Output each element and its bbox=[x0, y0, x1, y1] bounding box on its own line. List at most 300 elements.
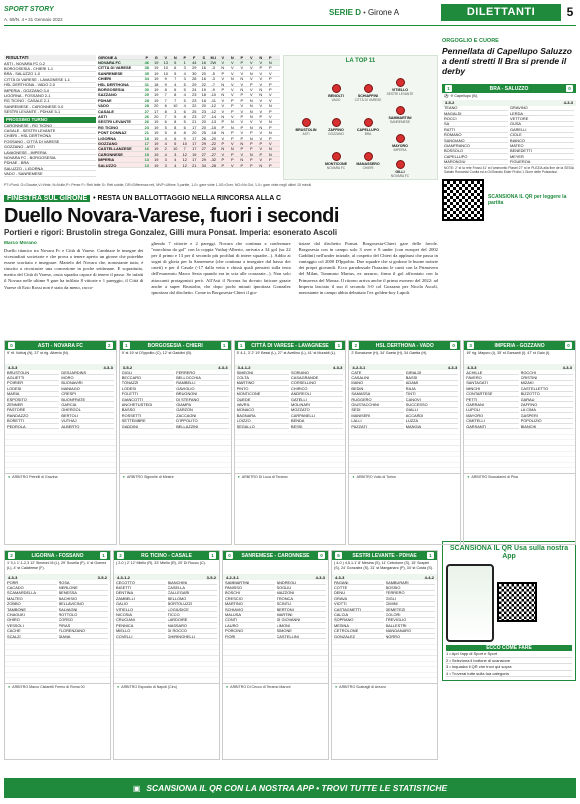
standings-cell: P bbox=[230, 135, 234, 141]
standings-col-header: N bbox=[230, 55, 234, 60]
standings-cell: P bbox=[230, 130, 234, 136]
standings-cell: P bbox=[249, 130, 253, 136]
standings-cell: N bbox=[249, 152, 253, 157]
lineup-player: MOLINARI bbox=[291, 402, 343, 407]
standings-cell: P bbox=[259, 152, 263, 157]
lineup-player: ROSSETTI bbox=[122, 413, 174, 418]
match-title: SANREMESE - CARONNESE bbox=[241, 552, 310, 559]
standings-col-header: S bbox=[202, 55, 206, 60]
standings-cell: 19 bbox=[154, 65, 159, 71]
team-name: CHIERI bbox=[98, 76, 112, 82]
sidebar-headline: Pennellata di Capellupo Saluzzo a denti stretti Il Bra si prende il derby bbox=[442, 46, 572, 76]
standings-cell: 8 bbox=[164, 87, 167, 93]
match-scorers: ( 4-0 ) 4,5,1-1' 8' Mesina (S), 11' Cetrolone (S), 15' Scapini (S), 24' Gonzalez (S), 31' st Manganaro (P), 34' st Costa (S). bbox=[334, 561, 434, 570]
next-match-item: FOSSANO - CITTÀ DI VARESE bbox=[4, 139, 96, 144]
standings-cell: 23 bbox=[201, 108, 206, 114]
lineup-player: AGLIETTI bbox=[7, 375, 59, 380]
lineup-player: FIGUEROA bbox=[510, 160, 574, 165]
standings-cell: 19 bbox=[192, 152, 197, 157]
standings-cell: 5 bbox=[183, 81, 186, 87]
standings-cell: 19 bbox=[154, 146, 159, 152]
lineup-player: MATEO bbox=[510, 143, 574, 148]
standings-cell: N bbox=[249, 135, 253, 141]
lineup-player: LUZZA bbox=[406, 419, 458, 424]
lineup-player: BERTONI bbox=[277, 607, 327, 612]
match-arbiter: ● ARBITRO Boccalarmi di Pisa bbox=[464, 473, 575, 479]
lineup-player: ROCCHI bbox=[521, 370, 573, 375]
standings-cell: N bbox=[221, 81, 225, 87]
next-match-item: VADO - SANREMESE bbox=[4, 171, 96, 176]
lineup-player: ALBERTO bbox=[61, 424, 113, 429]
next-match-item: CASALE - SESTRI LEVANTE bbox=[4, 128, 96, 133]
match-header bbox=[464, 341, 575, 350]
article-byline: Marco Morano bbox=[4, 241, 37, 246]
next-match-item: GOZZANO - ASTI bbox=[4, 144, 96, 149]
lineup-player: GIANCOTTI bbox=[122, 397, 174, 402]
lineup-player: MARTINI bbox=[277, 612, 327, 617]
player-name: MANASSERO bbox=[356, 162, 380, 166]
match-card bbox=[113, 550, 220, 760]
standings-cell: 9 bbox=[183, 135, 186, 141]
top11-player bbox=[385, 106, 415, 124]
standings-cell: N bbox=[240, 87, 244, 93]
lineup-player: DI GIOVANNI bbox=[277, 618, 327, 623]
standings-cell: 17 bbox=[144, 141, 149, 146]
team-name: CASTELLANZESE bbox=[98, 146, 132, 152]
player-name: MAYORO bbox=[392, 144, 408, 148]
lineup-player: BASSI bbox=[406, 375, 458, 380]
standings-cell: 23 bbox=[144, 125, 149, 130]
team-name: SESTRI LEVANTE bbox=[98, 119, 132, 125]
standings-cell: V bbox=[240, 71, 244, 76]
away-lineup bbox=[277, 580, 327, 639]
match-lineup bbox=[235, 370, 346, 429]
standings-cell: P bbox=[240, 92, 244, 98]
standings-cell: 6 bbox=[174, 87, 177, 93]
player-team: CITTÀ DI VARESE bbox=[354, 98, 382, 103]
player-name: GILLI bbox=[395, 170, 405, 174]
match-card bbox=[331, 550, 438, 760]
standings-col-header: N bbox=[173, 55, 177, 60]
away-lineup bbox=[168, 580, 218, 639]
standings-cell: 3 bbox=[174, 108, 177, 114]
standings-cell: 19 bbox=[154, 130, 159, 136]
lineup-player: COVELLI bbox=[116, 634, 166, 639]
lineup-player: BOSSOLO bbox=[444, 149, 508, 154]
standings-cell: P bbox=[240, 146, 244, 152]
standings-cell: V bbox=[259, 157, 263, 163]
standings-legend: PT=Punti, G=Giocate,V=Vinte, N=Nulle,P= Perse F= Reti fatte S= Reti subite, DR=Differenza reti, MVP=Ultime 3 partite, 1-0= gare vinte 1-0G=Over, NG=No Gol, 1-0= gare vinte negli ultimi 15 minuti bbox=[4, 183, 312, 187]
lineup-player: CASTELLINI bbox=[277, 634, 327, 639]
lineup-player: SETTEMBRE bbox=[122, 419, 174, 424]
lineup-player: TAMBONE bbox=[7, 607, 57, 612]
dilettanti-banner: DILETTANTI bbox=[441, 4, 561, 21]
standings-col-header: V bbox=[249, 55, 253, 60]
standings-cell: V bbox=[259, 146, 263, 152]
standings-cell: 24 bbox=[192, 87, 197, 93]
standings-cell: P bbox=[221, 119, 225, 125]
standings-col-header: P bbox=[183, 55, 187, 60]
lineup-player: BOSSIO bbox=[386, 585, 436, 590]
lineup-player: COLTA bbox=[237, 375, 289, 380]
lineup-player: BERTOLI bbox=[61, 413, 113, 418]
standings-cell: V bbox=[268, 71, 272, 76]
standings-cell: 19 bbox=[154, 162, 159, 168]
player-team: NOVARA FC bbox=[390, 174, 410, 179]
standings-col-header: V bbox=[221, 55, 225, 60]
standings-cell: 16 bbox=[144, 146, 149, 152]
lineup-player: MORO bbox=[61, 375, 113, 380]
standings-cell: -15 bbox=[210, 125, 217, 130]
standings-cell: P bbox=[268, 162, 272, 168]
standings-cell: 27 bbox=[201, 146, 206, 152]
match-scorers: 1' 0,1 1',1-2,3 12' Simeoni M (L), 29' Scuella (F), 4' st Gomez (L), 4' st Calabrese (F). bbox=[7, 561, 107, 570]
lineup-player: TRONCA bbox=[277, 596, 327, 601]
lineup-player: SA bbox=[444, 122, 508, 127]
article-tag: FINESTRA SUL GIRONE bbox=[4, 195, 90, 202]
lineup-player: RATTI bbox=[444, 127, 508, 132]
match-notes-area bbox=[223, 639, 328, 683]
standings-cell: 3 bbox=[183, 65, 186, 71]
lineup-player: MIELLO bbox=[116, 629, 166, 634]
lineup-player: MINCHI bbox=[466, 386, 518, 391]
match-header bbox=[120, 341, 231, 350]
lineup-player: BELLAVICINO bbox=[59, 602, 109, 607]
match-card bbox=[4, 550, 111, 760]
standings-cell: N bbox=[221, 92, 225, 98]
standings-cell: 8 bbox=[183, 114, 186, 119]
top11-title: LA TOP 11 bbox=[345, 58, 376, 64]
result-item: LIGORNA - FOSSANO 2-1 bbox=[4, 93, 96, 98]
standings-cell: P bbox=[268, 125, 272, 130]
lineup-player: ROCCI bbox=[444, 116, 508, 121]
lineup-player: SIMONE bbox=[277, 629, 327, 634]
standings-cell: N bbox=[259, 92, 263, 98]
eco-step: 1 • Apri l'app di Sport e Sport bbox=[446, 651, 572, 658]
standings-cell: 34 bbox=[201, 162, 206, 168]
eco-title: ECCO COME FARE bbox=[446, 645, 572, 651]
match-card bbox=[222, 550, 329, 760]
standings-cell: 27 bbox=[201, 152, 206, 157]
standings-cell: 19 bbox=[154, 76, 159, 82]
standings-cell: V bbox=[259, 60, 263, 66]
standings-cell: 16 bbox=[201, 60, 206, 66]
standings-cell: P bbox=[268, 157, 272, 163]
lineup-player: SCAMARDELLA bbox=[7, 591, 57, 596]
lineup-player: LAURO bbox=[225, 623, 275, 628]
standings-cell: -22 bbox=[210, 141, 217, 146]
lineup-player: GUSA bbox=[510, 122, 574, 127]
match-formation: 4-2-3-1 4-3-3 bbox=[223, 574, 328, 580]
section-label: SERIE D • Girone A bbox=[329, 8, 400, 17]
lineup-player: LARDOIRE bbox=[168, 618, 218, 623]
standings-cell: 20 bbox=[201, 119, 206, 125]
standings-cell: 7 bbox=[174, 76, 177, 82]
home-score: 3 bbox=[467, 342, 474, 349]
eco-step: 4 • Troverai tutte sulla tua categoria bbox=[446, 671, 572, 678]
lineup-player: GAVIGLIO bbox=[176, 386, 228, 391]
lineup-player: BOSCHI bbox=[225, 591, 275, 596]
standings-cell: V bbox=[230, 81, 234, 87]
standings-cell: V bbox=[230, 71, 234, 76]
standings-cell: P bbox=[240, 114, 244, 119]
lineup-player: MONTICONE bbox=[237, 392, 289, 397]
standings-cell: V bbox=[240, 108, 244, 114]
next-match-item: SALUZZO - LIGORNA bbox=[4, 166, 96, 171]
app-promo-body bbox=[446, 564, 572, 642]
sidebar-scorer: ⚽ 9' Capellupo (B). bbox=[444, 94, 478, 98]
lineup-player: CASTAGNETTI bbox=[334, 607, 384, 612]
match-arbiter: ● ARBITRO Di Cecco di Teramo Maroni bbox=[223, 683, 328, 689]
standings-cell: 44 bbox=[192, 60, 197, 66]
lineup-player: SAMASSA bbox=[351, 392, 403, 397]
lineup-player: BACHISIO bbox=[59, 596, 109, 601]
lineup-player: DENU bbox=[334, 591, 384, 596]
standings-cell: 5 bbox=[174, 71, 177, 76]
standings-cell: P bbox=[249, 81, 253, 87]
standings-cell: P bbox=[249, 157, 253, 163]
standings-cell: N bbox=[249, 108, 253, 114]
lineup-player: VIOTTI bbox=[334, 602, 384, 607]
standings-cell: N bbox=[230, 76, 234, 82]
standings-cell: 13 bbox=[144, 157, 149, 163]
standings-cell: P bbox=[240, 162, 244, 168]
lineup-player: SAMBURARI bbox=[386, 580, 436, 585]
lineup-player: LOGIUDICE bbox=[168, 607, 218, 612]
team-name: BORGOSESIA bbox=[98, 87, 125, 93]
standings-cell: -32 bbox=[210, 157, 217, 163]
match-title: IMPERIA - GOZZANO bbox=[494, 342, 545, 349]
lineup-player: ZOBBO bbox=[7, 602, 57, 607]
standings-cell: P bbox=[230, 103, 234, 109]
lineup-player: GONZALEZ bbox=[334, 634, 384, 639]
lineup-player: ACCARDI bbox=[406, 413, 458, 418]
article-col-2: gliendo 7 vittorie e 2 pareggi. Novara che continua a confermare "macchina da gol" con la coppia Vuthaj-Alberto, arrivata a 34 gol (su 22 per il primo e 13 per il secondo più profilati di intere squadre...). Addio ai sogni di gloria per la Sanremese (che continua a inseguire dal basso dei cateti) e per il Casale (-17 dalla vetta e chissà quali pensieri sulla testa dell'esonerato Marco Sesia quando era in scia alle corazzate...). Non solo attaccanti protagonisti però. All'Asti il Novara ha dovuto faticare grazie anche a super Brustolin, che dopo pochi minuti ipnotizza Gonzalez ipnotizza dal dischetto. Come in Borgosesia-Chieri il gio- bbox=[151, 241, 291, 295]
top11-player bbox=[385, 160, 415, 178]
standings-col-header: P bbox=[240, 55, 244, 60]
player-shirt-icon bbox=[364, 84, 373, 93]
lineup-player: RAMBELLI bbox=[176, 381, 228, 386]
lineup-player: BENEDETTI bbox=[510, 149, 574, 154]
standings-col-header: G bbox=[154, 55, 158, 60]
match-scorers bbox=[223, 560, 328, 574]
standings-cell: 4 bbox=[164, 135, 167, 141]
lineup-player: SIMEONI bbox=[237, 370, 289, 375]
lineup-player: TINTI bbox=[406, 392, 458, 397]
app-qr-icon[interactable] bbox=[497, 582, 537, 622]
standings-cell: 8 bbox=[174, 125, 177, 130]
lineup-player: SALVAGNI bbox=[59, 607, 109, 612]
standings-cell: P bbox=[230, 157, 234, 163]
standings-cell: 29 bbox=[192, 65, 197, 71]
sidebar-notes: NOTE: 2' st la rete Frossi 41' st l'ammonito Piastri 27' st le PLEZIA alla fine de la SESIA Satalin Romanisi Cunita ed a Gil Bonato Ester Prolici 1 Giore delle Pulsanissi. bbox=[444, 165, 574, 174]
player-team: BRA bbox=[364, 132, 372, 137]
lineup-player: ZACCAGNI bbox=[176, 413, 228, 418]
lineup-player: GRAVINO bbox=[510, 106, 574, 111]
sidebar-match-header bbox=[442, 84, 576, 93]
lineup-player: GIGLI bbox=[122, 370, 174, 375]
standings-cell: N bbox=[249, 98, 253, 103]
standings-cell: V bbox=[230, 60, 234, 66]
standings-cell: 29 bbox=[144, 92, 149, 98]
standings-cell: 8 bbox=[174, 92, 177, 98]
standings-col-header: P bbox=[268, 55, 272, 60]
whistle-icon: ● bbox=[467, 474, 470, 479]
player-name: ZAFFINO bbox=[328, 128, 344, 132]
standings-cell: 29 bbox=[201, 157, 206, 163]
lineup-player: CIOLE bbox=[510, 133, 574, 138]
standings-cell: 26 bbox=[201, 135, 206, 141]
lineup-player: PORR bbox=[7, 580, 57, 585]
lineup-player: MARTINO bbox=[225, 602, 275, 607]
standings-cell: V bbox=[259, 98, 263, 103]
next-match-item: NOVARA FC - BORGOSESIA bbox=[4, 155, 96, 160]
home-score: 0 bbox=[226, 552, 233, 559]
lineup-player: CARPANELLI bbox=[291, 413, 343, 418]
lineup-player: MANISERI bbox=[351, 413, 403, 418]
article-col-3: tiziare dal dischetto Ponsat. Borgosesia-Chieri gare delle favole. Borgosesia con in campo solo 3 over e 8 under (con europei del 2002 Gaddini) nell'under iniziale, al cospetto del Chieri da applausi che passa in vantaggio col 2000 D'Ippolito. Due squadre che si godono le buone notizie dei propri giovanili. Ecco paradossale l'hazzino le canti con la Primavera del Milan, Tommaso Martus, ex azzurro, firma il gol affrontato con la Primavera del Monza. Il ritorno arriva anche il primo esonero del 2022: ad Imperia lasciato il suo il secondo 3-0 col Gozzano per Nicola Ascoli, nonostante in campo abbia debuttato l'ex golden-boy Lupoli. bbox=[298, 241, 438, 295]
section-name: SERIE D bbox=[329, 8, 362, 17]
next-match-item: PDHAE - BRA bbox=[4, 161, 96, 166]
lineup-player: BIANCHINI bbox=[168, 580, 218, 585]
sidebar-home-score: 1 bbox=[445, 85, 452, 92]
lineup-player: POIRIER bbox=[7, 381, 59, 386]
standings-cell: V bbox=[230, 141, 234, 146]
lineup-player: GARCIA bbox=[61, 402, 113, 407]
standings-cell: P bbox=[221, 141, 225, 146]
standings-cell: V bbox=[249, 60, 253, 66]
standings-cell: V bbox=[268, 92, 272, 98]
lineup-player: ROMANO bbox=[444, 133, 508, 138]
lineup-player: BIZZOTTO bbox=[521, 392, 573, 397]
standings-cell: 5 bbox=[183, 87, 186, 93]
standings-cell: 19 bbox=[154, 152, 159, 157]
qr-code-icon[interactable] bbox=[442, 179, 484, 221]
match-formation: 3-4-1-2 4-3-3 bbox=[235, 364, 346, 370]
article-columns bbox=[4, 241, 438, 296]
top11-player bbox=[321, 118, 351, 136]
match-arbiter: ● ARBITRO Signorile di Mestre bbox=[120, 473, 231, 479]
lineup-player: NICOSIA bbox=[116, 612, 166, 617]
standings-cell: 3 bbox=[183, 76, 186, 82]
sidebar-match-title: BRA - SALUZZO bbox=[489, 85, 529, 92]
player-name: BENOLTI bbox=[328, 94, 344, 98]
standings-cell: 30 bbox=[192, 71, 197, 76]
standings-cell: 13 bbox=[163, 60, 168, 66]
standings-cell: 18 bbox=[154, 81, 159, 87]
lineup-player: DENTINA bbox=[116, 591, 166, 596]
home-lineup bbox=[7, 370, 59, 429]
standings-cell: 27 bbox=[201, 114, 206, 119]
lineup-player: SUCCESSO bbox=[406, 402, 458, 407]
lineup-player: VAVRIL bbox=[237, 402, 289, 407]
standings-cell: 5 bbox=[164, 130, 167, 136]
article-tag-row bbox=[4, 195, 438, 202]
standings-cell: P bbox=[221, 157, 225, 163]
away-lineup bbox=[386, 580, 436, 639]
whistle-icon: ● bbox=[8, 684, 11, 689]
standings-cell: P bbox=[268, 108, 272, 114]
lineup-player: CACADO bbox=[7, 585, 57, 590]
standings-cell: 5 bbox=[174, 114, 177, 119]
lineup-player: PANISSO bbox=[225, 585, 275, 590]
player-team: ASTI bbox=[302, 132, 310, 137]
player-shirt-icon bbox=[396, 78, 405, 87]
standings-cell: N bbox=[249, 71, 253, 76]
lineup-player: BIANCHI bbox=[521, 424, 573, 429]
standings-cell: 21 bbox=[192, 119, 197, 125]
standings-cell: 2 bbox=[164, 146, 167, 152]
standings-cell: P bbox=[230, 98, 234, 103]
standings-cell: 19 bbox=[154, 87, 159, 93]
match-card bbox=[348, 340, 461, 545]
match-notes-area bbox=[114, 639, 219, 683]
eco-step: 3 • Inquadra il QR che trovi qui sopra bbox=[446, 664, 572, 671]
match-scorers: 19' rig. Mayoro (I), 35' st Garsanti (I), 47' st Gaio (I). bbox=[466, 351, 551, 355]
lineup-player: ANDREOLI bbox=[277, 580, 327, 585]
team-name: CARONNESE bbox=[98, 152, 123, 157]
team-name: CITTÀ DI VARESE bbox=[98, 65, 132, 71]
standings-cell: 17 bbox=[192, 146, 197, 152]
lineup-player: SORIANO bbox=[291, 370, 343, 375]
match-card bbox=[119, 340, 232, 545]
standings-cell: 16 bbox=[201, 65, 206, 71]
page-number: 5 bbox=[566, 5, 574, 19]
lineup-player: GHERGOL bbox=[61, 408, 113, 413]
lineup-player: LODESI bbox=[122, 386, 174, 391]
standings-cell: P bbox=[221, 87, 225, 93]
standings-cell: V bbox=[230, 65, 234, 71]
standings-cell: 20 bbox=[154, 114, 159, 119]
lineup-player: MAGALDI bbox=[444, 111, 508, 116]
top11-player bbox=[385, 78, 415, 96]
standings-cell: P bbox=[240, 135, 244, 141]
standings-cell: V bbox=[259, 76, 263, 82]
lineup-player: TONAZZI bbox=[122, 381, 174, 386]
standings-cell: 10 bbox=[173, 146, 178, 152]
lineup-player: BAGNARA bbox=[237, 413, 289, 418]
lineup-player: GIAMPA bbox=[176, 402, 228, 407]
lineup-player: MAZZONI bbox=[277, 591, 327, 596]
standings-cell: V bbox=[230, 114, 234, 119]
lineup-player: SAMMARTINI bbox=[225, 580, 275, 585]
standings-cell: N bbox=[249, 103, 253, 109]
standings-cell: P bbox=[221, 162, 225, 168]
standings-cell: P bbox=[221, 125, 225, 130]
lineup-player: VESSOLI bbox=[7, 623, 57, 628]
standings-cell: N bbox=[259, 125, 263, 130]
standings-cell: 28 bbox=[144, 98, 149, 103]
lineup-player: SOGLIU bbox=[277, 585, 327, 590]
top11-player bbox=[321, 152, 351, 170]
team-name: NOVARA FC bbox=[98, 60, 121, 66]
away-lineup bbox=[406, 370, 458, 429]
lineup-player: CIMINI bbox=[386, 602, 436, 607]
standings-cell: V bbox=[221, 60, 225, 66]
result-item: ASTI - NOVARA FC 0-2 bbox=[4, 61, 96, 66]
standings-cell: 9 bbox=[164, 76, 167, 82]
match-arbiter: ● ARBITRO Esposito di Napoli (Ciro) bbox=[114, 683, 219, 689]
lineup-player: PINTO bbox=[237, 386, 289, 391]
lineup-player: ZAMBELLI bbox=[116, 596, 166, 601]
lineup-player: BELLOCCHIA bbox=[176, 375, 228, 380]
match-header bbox=[349, 341, 460, 350]
player-shirt-icon bbox=[332, 118, 341, 127]
player-shirt-icon bbox=[332, 84, 341, 93]
team-name: RG TICINO bbox=[98, 125, 119, 130]
result-item: CITTÀ DI VARESE - LAVAGNESE 1-1 bbox=[4, 77, 96, 82]
standings-cell: 17 bbox=[192, 141, 197, 146]
